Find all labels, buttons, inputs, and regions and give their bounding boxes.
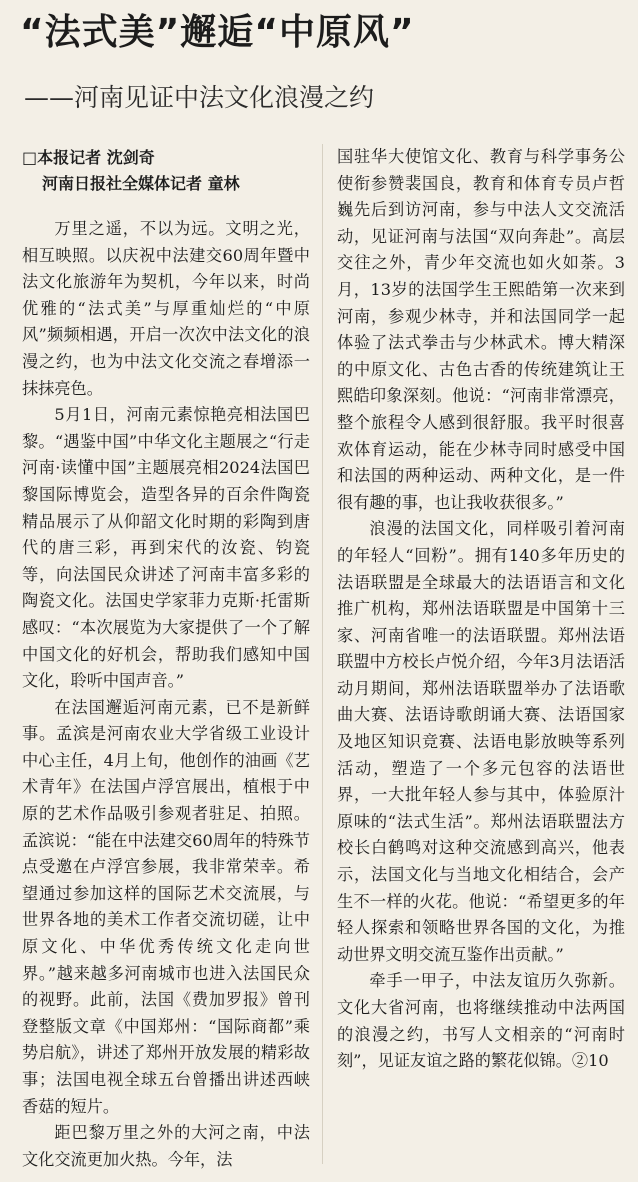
byline-media-reporter: 河南日报社全媒体记者 童林: [42, 174, 240, 193]
paragraph-4: 距巴黎万里之外的大河之南，中法文化交流更加火热。今年，法: [22, 1123, 310, 1169]
paragraph-3: 在法国邂逅河南元素，已不是新鲜事。孟滨是河南农业大学省级工业设计中心主任，4月上旬，他创作的油画《艺术青年》在法国卢浮宫展出，植根于中原的艺术作品吸引参观者驻足、拍照。孟滨说：“能在中法建交60周年的特殊节点受邀在卢浮宫参展，我非常荣幸。希望通过参加这样的国际艺术交流展，与世界各地的美术工作者交流切磋，让中原文化、中华优秀传统文化走向世界。”越来越多河南城市也进入法国民众的视野。此前，法国《费加罗报》曾刊登整版文章《中国郑州：“国际商都”乘势启航》，讲述了郑州开放发展的精彩故事；法国电视全球五台曾播出讲述西峡香菇的短片。: [22, 697, 310, 1116]
article-column-right: [337, 144, 625, 1075]
byline-reporter: □本报记者 沈剑奇: [22, 148, 155, 167]
paragraph-1: 万里之遥，不以为远。文明之光，相互映照。以庆祝中法建交60周年暨中法文化旅游年为契机，今年以来，时尚优雅的“法式美”与厚重灿烂的“中原风”频频相遇，开启一次次中法文化的浪漫之约，也为中法文化交流之春增添一抹抹亮色。: [22, 219, 310, 398]
paragraph-2: 5月1日，河南元素惊艳亮相法国巴黎。“遇鉴中国”中华文化主题展之“行走河南·读懂中国”主题展亮相2024法国巴黎国际博览会，造型各异的百余件陶瓷精品展示了从仰韶文化时期的彩陶到唐代的唐三彩，再到宋代的汝瓷、钧瓷等，向法国民众讲述了河南丰富多彩的陶瓷文化。法国史学家菲力克斯·托雷斯感叹：“本次展览为大家提供了一个了解中国文化的好机会，帮助我们感知中国文化，聆听中国声音。”: [22, 405, 310, 691]
paragraph-4-continued: 国驻华大使馆文化、教育与科学事务公使衔参赞裴国良，教育和体育专员卢哲巍先后到访河南，参与中法人文交流活动，见证河南与法国“双向奔赴”。高层交往之外，青少年交流也如火如荼。3月，13岁的法国学生王熙皓第一次来到河南，参观少林寺，并和法国同学一起体验了法式拳击与少林武术。博大精深的中原文化、古色古香的传统建筑让王熙皓印象深刻。他说：“河南非常漂亮，整个旅程令人感到很舒服。我平时很喜欢体育运动，能在少林寺同时感受中国和法国的两种运动、两种文化，是一件很有趣的事，也让我收获很多。”: [337, 147, 625, 512]
column-divider: [322, 144, 323, 1164]
subheadline: ——河南见证中法文化浪漫之约: [24, 83, 375, 112]
paragraph-5: 浪漫的法国文化，同样吸引着河南的年轻人“回粉”。拥有140多年历史的法语联盟是全球最大的法语语言和文化推广机构，郑州法语联盟是中国第十三家、河南省唯一的法语联盟。郑州法语联盟中方校长卢悦介绍，今年3月法语活动月期间，郑州法语联盟举办了法语歌曲大赛、法语诗歌朗诵大赛、法语国家及地区知识竞赛、法语电影放映等系列活动，塑造了一个多元包容的法语世界，一大批年轻人参与其中，体验原汁原味的“法式生活”。郑州法语联盟法方校长白鹤鸣对这种交流感到高兴，他表示，法国文化与当地文化相结合，会产生不一样的火花。他说：“希望更多的年轻人探索和领略世界各国的文化，为推动世界文明交流互鉴作出贡献。”: [337, 519, 625, 964]
headline: “法式美”邂逅“中原风”: [20, 12, 415, 53]
article-column-left: [22, 216, 310, 1173]
paragraph-6: 牵手一甲子，中法友谊历久弥新。文化大省河南，也将继续推动中法两国的浪漫之约，书写人文相亲的“河南时刻”，见证友谊之路的繁花似锦。②10: [337, 971, 625, 1071]
